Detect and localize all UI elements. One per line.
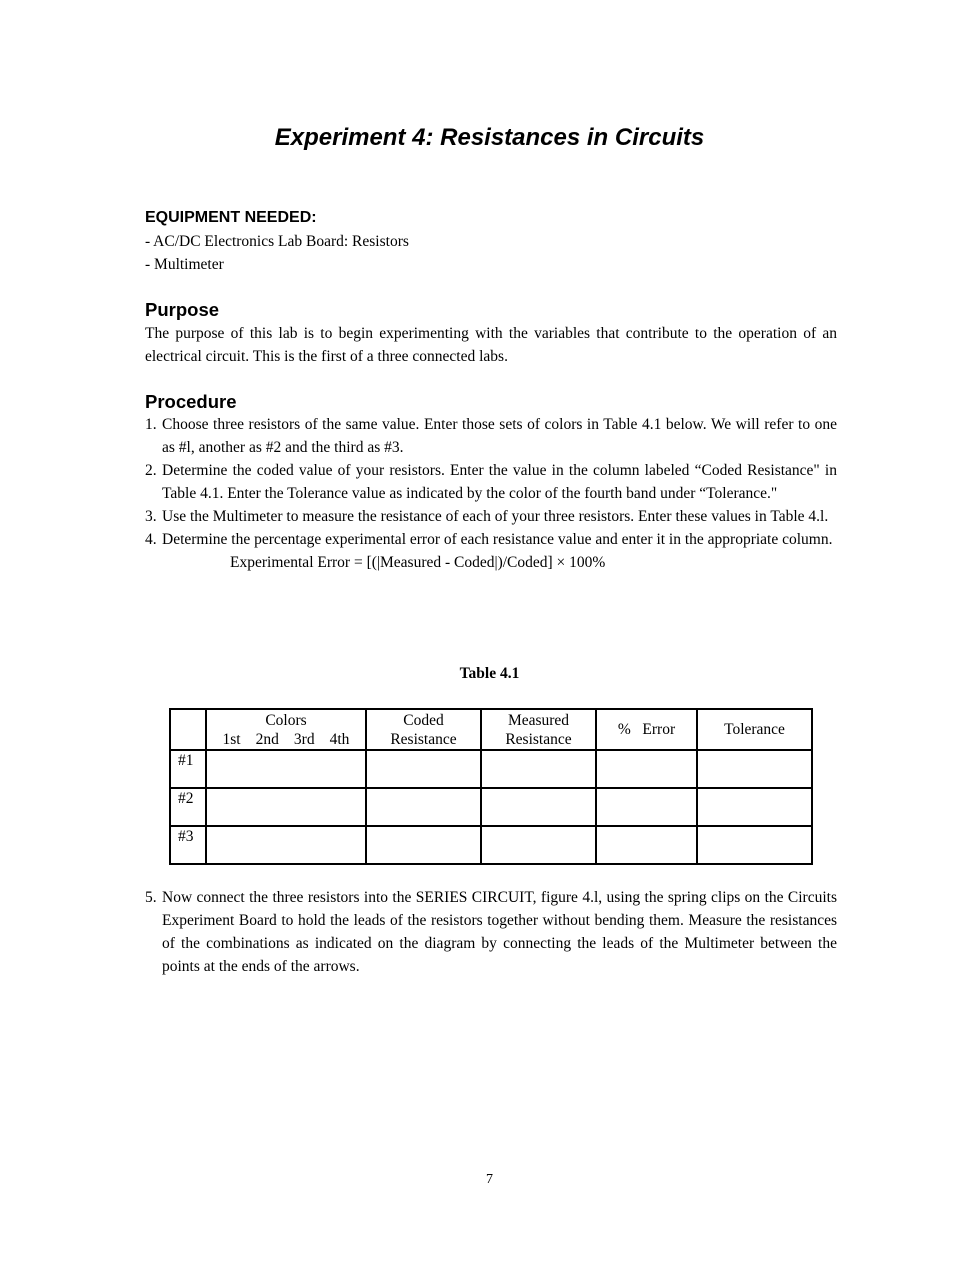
percent-error-cell[interactable]: [596, 826, 697, 864]
equipment-list: [145, 230, 409, 276]
page-title: Experiment 4: Resistances in Circuits: [274, 124, 705, 151]
colors-cell[interactable]: [206, 750, 366, 788]
row-label: #2: [170, 788, 206, 826]
purpose-heading: Purpose: [145, 299, 220, 320]
step-text: Use the Multimeter to measure the resistance of each of your three resistors. Enter these values in Table 4.l.: [162, 508, 829, 525]
equipment-item: - AC/DC Electronics Lab Board: Resistors: [145, 233, 409, 250]
tolerance-cell[interactable]: [697, 788, 812, 826]
step-number: 3.: [145, 508, 157, 525]
measured-resistance-cell[interactable]: [481, 788, 596, 826]
colors-cell[interactable]: [206, 826, 366, 864]
colors-header-label: Colors: [265, 712, 307, 729]
table-row: [170, 826, 812, 864]
measured-header-line: Resistance: [505, 731, 572, 748]
procedure-step: [145, 459, 837, 505]
procedure-steps: [145, 413, 837, 574]
colors-cell[interactable]: [206, 788, 366, 826]
tolerance-label: Tolerance: [724, 720, 785, 738]
colors-header: [206, 709, 366, 750]
percent-error-label: % Error: [617, 720, 676, 738]
equipment-item: - Multimeter: [145, 256, 224, 273]
tolerance-cell[interactable]: [697, 750, 812, 788]
percent-error-header: [596, 709, 697, 750]
coded-header-line: Resistance: [390, 731, 457, 748]
procedure-heading: Procedure: [145, 391, 237, 412]
step-text: Determine the percentage experimental error of each resistance value and enter it in the appropriate column.: [162, 531, 833, 548]
tolerance-header: [697, 709, 812, 750]
step-text: Now connect the three resistors into the SERIES CIRCUIT, figure 4.l, using the spring clips on the Circuits Experiment Board to hold the leads of the resistors together without bending them. Measure the resistances of the combinations as indicated on the diagram by connecting the leads of the Multimeter between the points at the ends of the arrows.: [162, 889, 837, 975]
procedure-step: [145, 886, 837, 978]
table-corner-cell: [170, 709, 206, 750]
step-text: Choose three resistors of the same value. Enter those sets of colors in Table 4.1 below. We will refer to one as #l, another as #2 and the third as #3.: [162, 416, 837, 456]
procedure-step-5: [145, 886, 837, 978]
measured-resistance-cell[interactable]: [481, 750, 596, 788]
tolerance-cell[interactable]: [697, 826, 812, 864]
measured-header-line: Measured: [507, 712, 570, 729]
page-number: 7: [486, 1172, 493, 1187]
step-number: 2.: [145, 462, 157, 479]
coded-resistance-cell[interactable]: [366, 788, 481, 826]
equipment-heading: EQUIPMENT NEEDED:: [145, 209, 317, 226]
row-label: #1: [170, 750, 206, 788]
step-text: Determine the coded value of your resistors. Enter the value in the column labeled “Coded Resistance" in Table 4.1. Enter the Tolerance value as indicated by the color of the fourth band under “Tolerance.": [162, 462, 837, 502]
band-1st-label: 1st: [222, 731, 241, 748]
band-2nd-label: 2nd: [255, 731, 279, 748]
procedure-step: [145, 528, 837, 574]
measured-resistance-header: [481, 709, 596, 750]
table-header-row: [170, 709, 812, 750]
coded-header-line: Coded: [403, 712, 444, 729]
row-label: #3: [170, 826, 206, 864]
procedure-step: [145, 505, 837, 528]
percent-error-cell[interactable]: [596, 788, 697, 826]
procedure-step: [145, 413, 837, 459]
error-formula: Experimental Error = [(|Measured - Coded|)/Coded] × 100%: [230, 554, 606, 571]
step-number: 1.: [145, 416, 157, 433]
step-number: 5.: [145, 889, 157, 906]
coded-resistance-header: [366, 709, 481, 750]
measured-resistance-cell[interactable]: [481, 826, 596, 864]
table-caption: Table 4.1: [459, 665, 520, 682]
coded-resistance-cell[interactable]: [366, 826, 481, 864]
color-bands-header: [207, 730, 365, 749]
band-4th-label: 4th: [329, 731, 350, 748]
coded-resistance-cell[interactable]: [366, 750, 481, 788]
band-3rd-label: 3rd: [293, 731, 315, 748]
percent-error-cell[interactable]: [596, 750, 697, 788]
table-row: [170, 750, 812, 788]
purpose-text: The purpose of this lab is to begin experimenting with the variables that contribute to the operation of an electrical circuit. This is the first of a three connected labs.: [145, 325, 837, 365]
resistance-table: [169, 708, 813, 865]
step-number: 4.: [145, 531, 157, 548]
table-row: [170, 788, 812, 826]
